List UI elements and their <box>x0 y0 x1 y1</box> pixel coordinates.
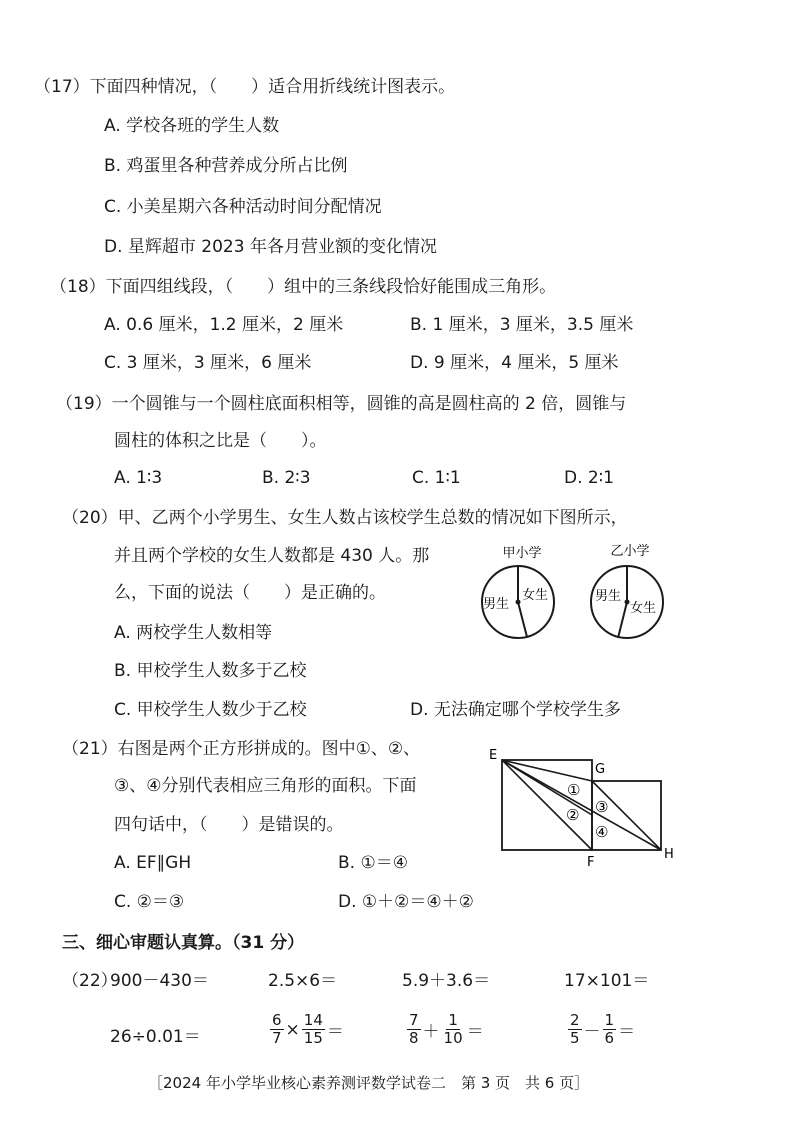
q22-item-6 <box>268 1012 344 1047</box>
label-e: E <box>489 748 498 763</box>
label-area-2: ② <box>566 806 580 824</box>
q17-option-b: B. 鸡蛋里各种营养成分所占比例 <box>104 156 348 176</box>
q20-option-c: C. 甲校学生人数少于乙校 <box>114 700 307 720</box>
q17-option-a: A. 学校各班的学生人数 <box>104 116 280 136</box>
pie-jia-title: 甲小学 <box>502 546 542 561</box>
q21-stem-line3: 四句话中，（ ）是错误的。 <box>114 815 344 835</box>
q19-option-b: B. 2∶3 <box>262 468 311 488</box>
q18-option-c: C. 3 厘米，3 厘米，6 厘米 <box>104 353 312 373</box>
pie-yi-boy-label: 男生 <box>595 589 622 604</box>
q21-square-figure <box>480 740 690 870</box>
q22-item-4: 17×101＝ <box>564 971 650 991</box>
pie-jia-center <box>516 600 521 605</box>
q19-option-a: A. 1∶3 <box>114 468 163 488</box>
q22-item-1: 900－430＝ <box>110 971 209 991</box>
operator: × <box>285 1019 300 1040</box>
label-area-4: ④ <box>595 823 609 841</box>
q21-option-a: A. EF∥GH <box>114 853 192 873</box>
q18-option-b: B. 1 厘米，3 厘米，3.5 厘米 <box>410 315 634 335</box>
fraction: $\frac{7}{8}$ <box>409 1011 419 1047</box>
pie-jia-boy-label: 男生 <box>483 597 510 612</box>
label-f: F <box>587 855 595 870</box>
q18-stem: （18）下面四组线段，（ ）组中的三条线段恰好能围成三角形。 <box>50 277 557 297</box>
pie-jia-divider-bottom <box>518 602 527 637</box>
equals: ＝ <box>618 1022 636 1042</box>
q22-item-7 <box>405 1012 484 1047</box>
q20-stem-line3: 么，下面的说法（ ）是正确的。 <box>114 583 386 603</box>
q17-stem: （17）下面四种情况，（ ）适合用折线统计图表示。 <box>34 77 456 97</box>
label-h: H <box>664 847 674 862</box>
q18-option-d: D. 9 厘米，4 厘米，5 厘米 <box>410 353 619 373</box>
q19-option-c: C. 1∶1 <box>412 468 461 488</box>
q19-stem-line2: 圆柱的体积之比是（ ）。 <box>114 431 327 451</box>
q22-item-8 <box>566 1012 635 1047</box>
q21-option-c: C. ②＝③ <box>114 892 185 912</box>
line-e-h <box>502 760 661 850</box>
fraction: $\frac{1}{10}$ <box>443 1011 463 1047</box>
equals: ＝ <box>326 1022 344 1042</box>
q17-option-d: D. 星辉超市 2023 年各月营业额的变化情况 <box>104 237 437 257</box>
fraction: $\frac{2}{5}$ <box>570 1011 580 1047</box>
q20-option-a: A. 两校学生人数相等 <box>114 623 273 643</box>
pie-yi-girl-label: 女生 <box>630 601 657 616</box>
page-footer: ［2024 年小学毕业核心素养测评数学试卷二 第 3 页 共 6 页］ <box>148 1074 590 1092</box>
fraction: $\frac{6}{7}$ <box>272 1011 282 1047</box>
label-area-1: ① <box>567 781 581 799</box>
pie-yi-divider-bottom <box>618 602 627 638</box>
q21-stem-line1: （21）右图是两个正方形拼成的。图中①、②、 <box>62 739 421 759</box>
q21-option-d: D. ①＋②＝④＋② <box>338 892 474 912</box>
pie-jia-girl-label: 女生 <box>522 588 549 603</box>
q19-option-d: D. 2∶1 <box>564 468 614 488</box>
equals: ＝ <box>466 1022 484 1042</box>
section3-title: 三、细心审题认真算。（31 分） <box>62 933 305 953</box>
q21-option-b: B. ①＝④ <box>338 853 408 873</box>
pie-yi-center <box>625 600 630 605</box>
q20-option-b: B. 甲校学生人数多于乙校 <box>114 661 307 681</box>
operator: ＋ <box>422 1022 440 1042</box>
q22-item-2: 2.5×6＝ <box>268 971 338 991</box>
q17-option-c: C. 小美星期六各种活动时间分配情况 <box>104 197 382 217</box>
fraction: $\frac{14}{15}$ <box>303 1011 323 1047</box>
q22-label: （22） <box>62 971 118 991</box>
q22-item-3: 5.9＋3.6＝ <box>402 971 491 991</box>
pie-yi-title: 乙小学 <box>610 544 650 559</box>
q20-pie-charts <box>470 540 670 650</box>
operator: － <box>583 1022 601 1042</box>
q19-stem-line1: （19）一个圆锥与一个圆柱底面积相等，圆锥的高是圆柱高的 2 倍，圆锥与 <box>56 394 627 414</box>
q21-stem-line2: ③、④分别代表相应三角形的面积。下面 <box>114 776 417 796</box>
q20-stem-line1: （20）甲、乙两个小学男生、女生人数占该校学生总数的情况如下图所示， <box>62 508 628 528</box>
line-e-f <box>502 760 592 850</box>
q20-stem-line2: 并且两个学校的女生人数都是 430 人。那 <box>114 546 430 566</box>
label-area-3: ③ <box>595 798 609 816</box>
label-g: G <box>595 762 606 777</box>
q22-item-5: 26÷0.01＝ <box>110 1027 201 1047</box>
q20-option-d: D. 无法确定哪个学校学生多 <box>410 700 621 720</box>
q18-option-a: A. 0.6 厘米，1.2 厘米，2 厘米 <box>104 315 344 335</box>
fraction: $\frac{1}{6}$ <box>604 1011 615 1047</box>
line-e-g <box>502 760 592 781</box>
